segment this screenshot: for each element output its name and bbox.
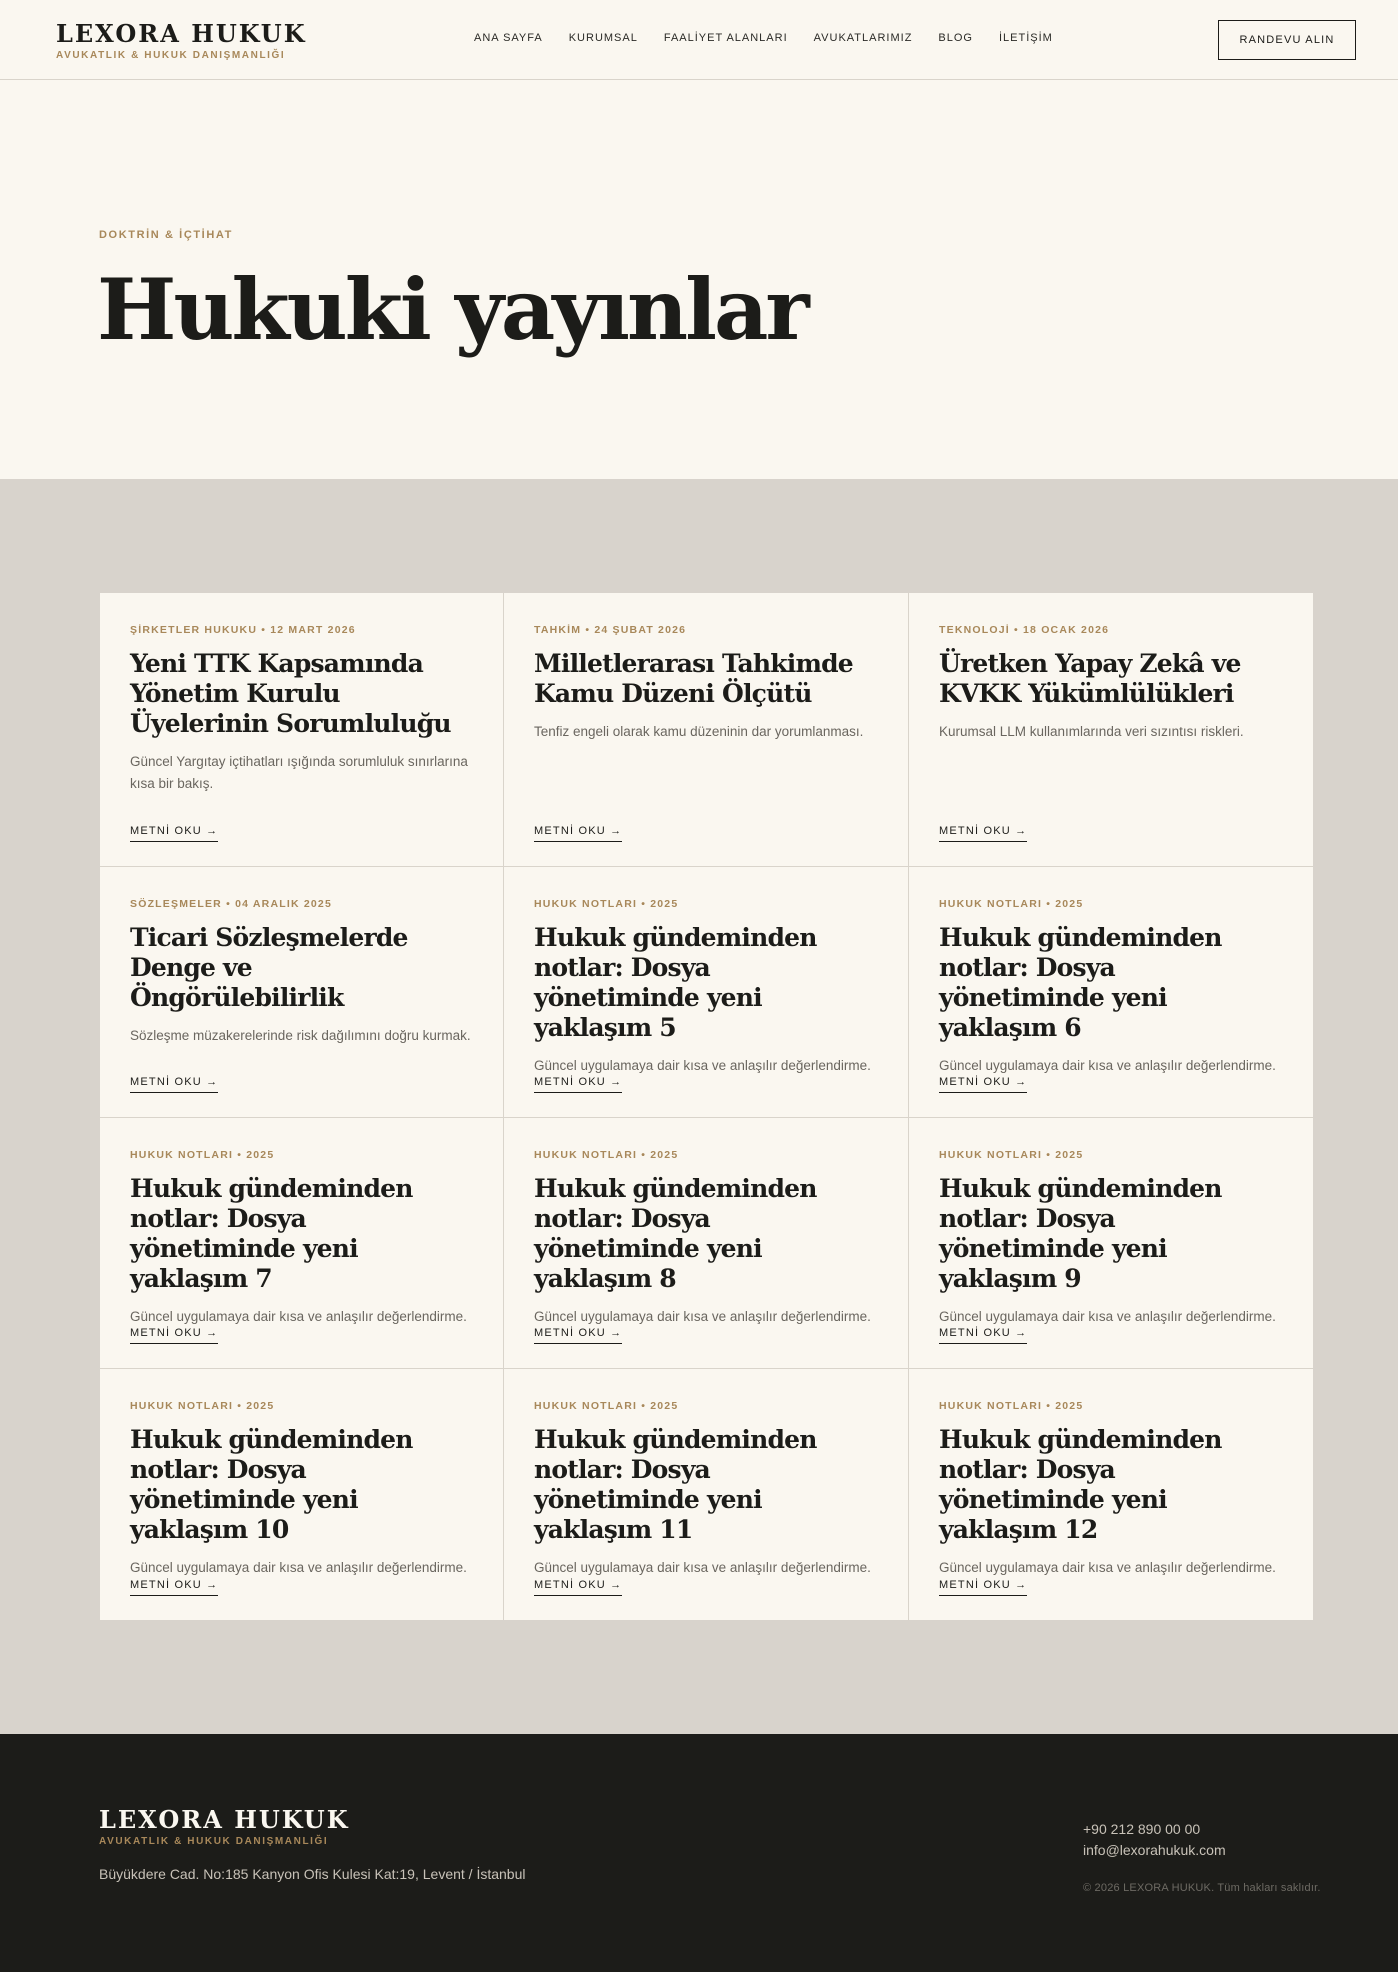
footer-brand-name: LEXORA HUKUK (99, 1805, 350, 1834)
post-card (100, 593, 504, 867)
site-header (0, 0, 1398, 80)
post-card (909, 1118, 1313, 1369)
brand-tagline: AVUKATLIK & HUKUK DANIŞMANLIĞI (56, 50, 286, 61)
post-title: Milletlerarası Tahkimde Kamu Düzeni Ölçütü (534, 649, 853, 708)
post-meta: HUKUK NOTLARI • 2025 (534, 898, 679, 910)
post-excerpt: Güncel uygulamaya dair kısa ve anlaşılır değerlendirme. (534, 1058, 871, 1073)
read-more-link[interactable]: METNİ OKU → (939, 825, 1027, 842)
post-card (504, 867, 909, 1118)
footer-copyright: © 2026 LEXORA HUKUK. Tüm hakları saklıdır. (1083, 1882, 1321, 1894)
read-more-link[interactable]: METNİ OKU → (130, 1579, 218, 1596)
footer-phone-link[interactable]: +90 212 890 00 00 (1083, 1821, 1201, 1837)
footer-brand-tagline: AVUKATLIK & HUKUK DANIŞMANLIĞI (99, 1836, 329, 1847)
footer-address: Büyükdere Cad. No:185 Kanyon Ofis Kulesi Kat:19, Levent / İstanbul (99, 1866, 526, 1882)
post-excerpt: Güncel uygulamaya dair kısa ve anlaşılır değerlendirme. (130, 1560, 467, 1575)
post-title: Hukuk gündeminden notlar: Dosya yönetiminde yeni yaklaşım 5 (534, 923, 817, 1042)
read-more-link[interactable]: METNİ OKU → (939, 1579, 1027, 1596)
read-more-link[interactable]: METNİ OKU → (130, 1327, 218, 1344)
brand-logo[interactable] (56, 20, 307, 61)
page-title: Hukuki yayınlar (97, 260, 807, 359)
nav-item-home[interactable]: ANA SAYFA (474, 32, 543, 44)
post-meta: TAHKİM • 24 ŞUBAT 2026 (534, 624, 687, 636)
posts-section (0, 479, 1398, 1734)
post-card (100, 1118, 504, 1369)
posts-grid (100, 593, 1313, 1620)
footer-contact (1083, 1819, 1226, 1861)
post-excerpt: Kurumsal LLM kullanımlarında veri sızıntısı riskleri. (939, 724, 1244, 739)
read-more-link[interactable]: METNİ OKU → (130, 1076, 218, 1093)
nav-item-corporate[interactable]: KURUMSAL (568, 32, 638, 44)
post-title: Hukuk gündeminden notlar: Dosya yönetiminde yeni yaklaşım 7 (130, 1174, 413, 1293)
read-more-link[interactable]: METNİ OKU → (939, 1327, 1027, 1344)
read-more-link[interactable]: METNİ OKU → (534, 1579, 622, 1596)
post-meta: HUKUK NOTLARI • 2025 (534, 1149, 679, 1161)
post-meta: HUKUK NOTLARI • 2025 (130, 1149, 275, 1161)
post-meta: HUKUK NOTLARI • 2025 (939, 1400, 1084, 1412)
hero-eyebrow: DOKTRİN & İÇTİHAT (99, 229, 233, 241)
post-title: Hukuk gündeminden notlar: Dosya yönetiminde yeni yaklaşım 12 (939, 1425, 1222, 1544)
hero-section (0, 80, 1398, 479)
post-title: Hukuk gündeminden notlar: Dosya yönetiminde yeni yaklaşım 11 (534, 1425, 817, 1544)
post-meta: HUKUK NOTLARI • 2025 (939, 1149, 1084, 1161)
post-card (504, 593, 909, 867)
post-meta: ŞİRKETLER HUKUKU • 12 MART 2026 (130, 624, 356, 636)
read-more-link[interactable]: METNİ OKU → (534, 1076, 622, 1093)
post-excerpt: Tenfiz engeli olarak kamu düzeninin dar yorumlanması. (534, 724, 864, 739)
post-card (504, 1118, 909, 1369)
read-more-link[interactable]: METNİ OKU → (534, 1327, 622, 1344)
post-title: Üretken Yapay Zekâ ve KVKK Yükümlülükleri (939, 649, 1241, 708)
post-excerpt: Güncel uygulamaya dair kısa ve anlaşılır değerlendirme. (939, 1058, 1276, 1073)
post-excerpt: Güncel uygulamaya dair kısa ve anlaşılır değerlendirme. (534, 1560, 871, 1575)
post-meta: HUKUK NOTLARI • 2025 (534, 1400, 679, 1412)
read-more-link[interactable]: METNİ OKU → (130, 825, 218, 842)
post-excerpt: Sözleşme müzakerelerinde risk dağılımını doğru kurmak. (130, 1028, 471, 1043)
post-excerpt: Güncel uygulamaya dair kısa ve anlaşılır değerlendirme. (534, 1309, 871, 1324)
post-meta: HUKUK NOTLARI • 2025 (939, 898, 1084, 910)
post-excerpt: Güncel uygulamaya dair kısa ve anlaşılır değerlendirme. (130, 1309, 467, 1324)
footer-email-link[interactable]: info@lexorahukuk.com (1083, 1842, 1226, 1858)
post-card (100, 1369, 504, 1620)
post-card (909, 1369, 1313, 1620)
site-footer (0, 1734, 1398, 1972)
read-more-link[interactable]: METNİ OKU → (534, 825, 622, 842)
appointment-button[interactable]: RANDEVU ALIN (1218, 20, 1356, 60)
post-card (909, 867, 1313, 1118)
nav-item-blog[interactable]: BLOG (938, 32, 973, 44)
nav-item-practice-areas[interactable]: FAALİYET ALANLARI (663, 32, 788, 44)
post-title: Yeni TTK Kapsamında Yönetim Kurulu Üyelerinin Sorumluluğu (130, 649, 451, 738)
post-title: Hukuk gündeminden notlar: Dosya yönetiminde yeni yaklaşım 6 (939, 923, 1222, 1042)
post-title: Hukuk gündeminden notlar: Dosya yönetiminde yeni yaklaşım 8 (534, 1174, 817, 1293)
post-title: Ticari Sözleşmelerde Denge ve Öngörülebilirlik (130, 923, 408, 1012)
post-title: Hukuk gündeminden notlar: Dosya yönetiminde yeni yaklaşım 10 (130, 1425, 413, 1544)
nav-item-lawyers[interactable]: AVUKATLARIMIZ (813, 32, 913, 44)
read-more-link[interactable]: METNİ OKU → (939, 1076, 1027, 1093)
main-nav (474, 32, 1053, 44)
post-excerpt: Güncel Yargıtay içtihatları ışığında sorumluluk sınırlarına kısa bir bakış. (130, 754, 468, 791)
post-meta: TEKNOLOJİ • 18 OCAK 2026 (939, 624, 1110, 636)
post-card (504, 1369, 909, 1620)
brand-name: LEXORA HUKUK (56, 19, 307, 48)
nav-item-contact[interactable]: İLETİŞİM (999, 32, 1053, 44)
post-card (100, 867, 504, 1118)
footer-brand (99, 1806, 350, 1847)
post-title: Hukuk gündeminden notlar: Dosya yönetiminde yeni yaklaşım 9 (939, 1174, 1222, 1293)
post-meta: SÖZLEŞMELER • 04 ARALIK 2025 (130, 898, 333, 910)
post-excerpt: Güncel uygulamaya dair kısa ve anlaşılır değerlendirme. (939, 1560, 1276, 1575)
post-meta: HUKUK NOTLARI • 2025 (130, 1400, 275, 1412)
post-excerpt: Güncel uygulamaya dair kısa ve anlaşılır değerlendirme. (939, 1309, 1276, 1324)
post-card (909, 593, 1313, 867)
